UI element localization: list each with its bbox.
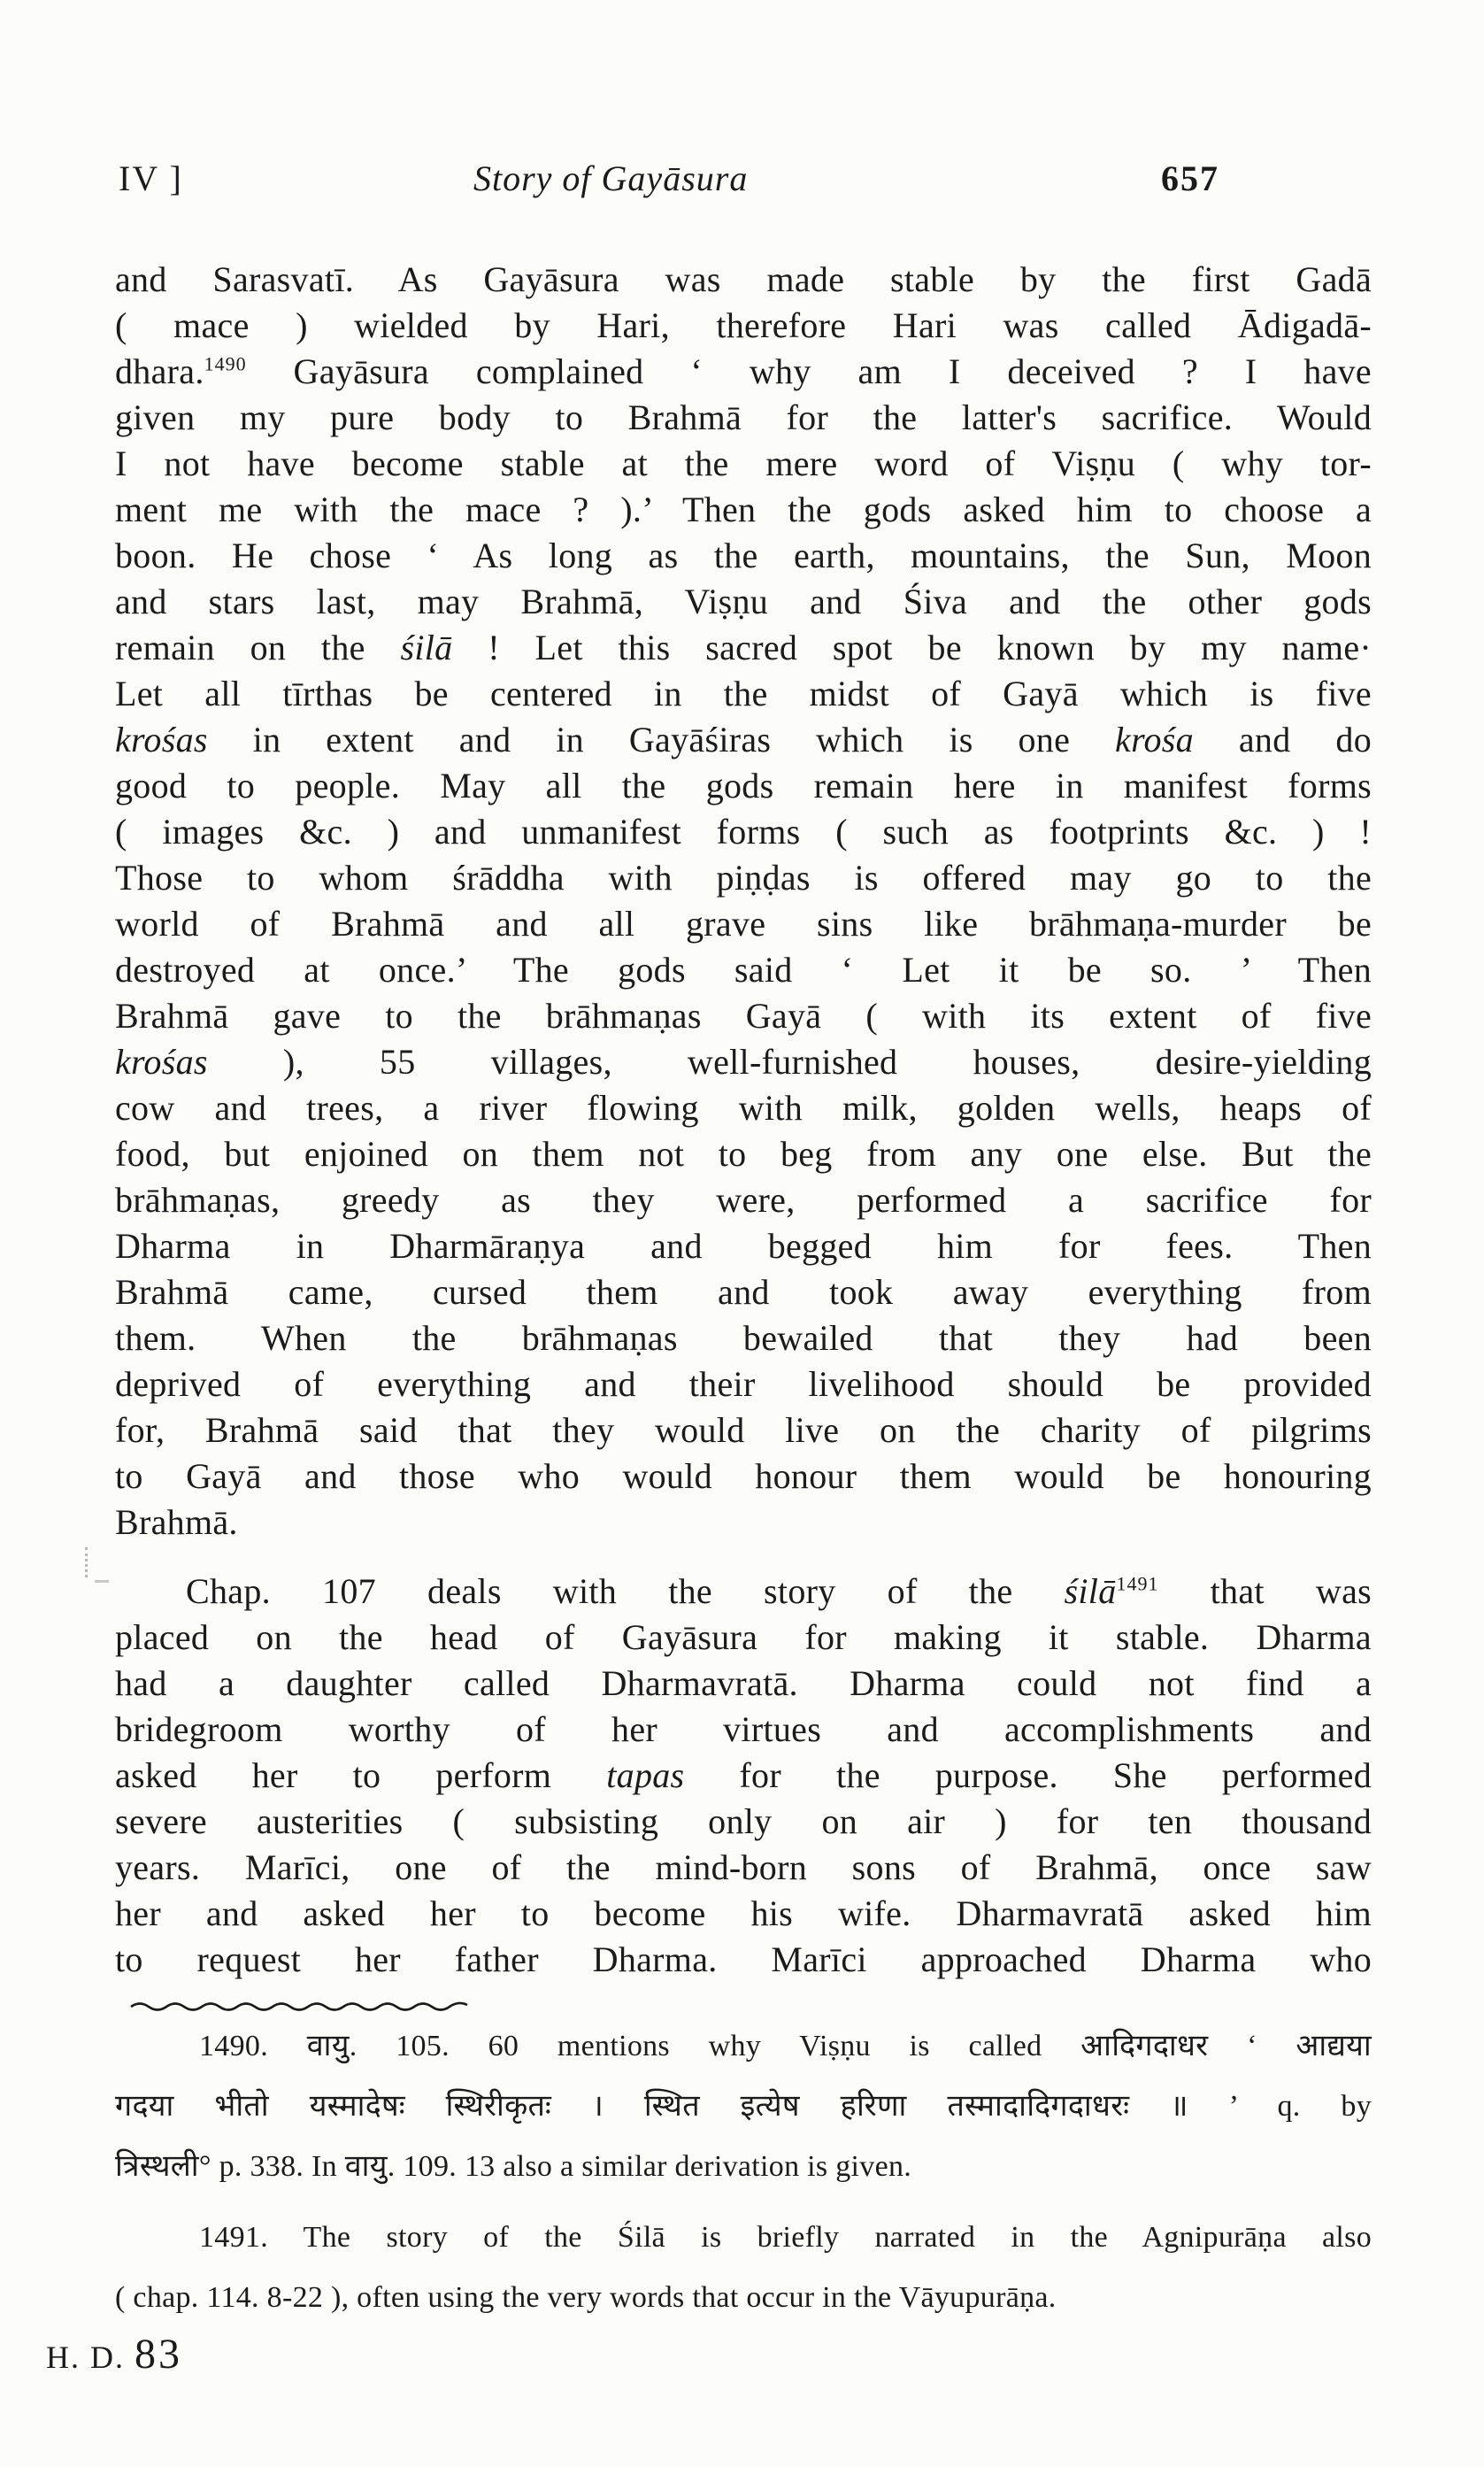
text-line: Let all tīrthas be centered in the midst of Gayā which is five — [115, 674, 1372, 713]
running-title: Story of Gayāsura — [473, 158, 749, 198]
page-number: 657 — [1161, 158, 1219, 198]
text-line: ( images &c. ) and unmanifest forms ( such as footprints &c. ) ! — [115, 812, 1372, 852]
text-line: krośas ), 55 villages, well-furnished houses, desire-yielding — [115, 1042, 1372, 1082]
page-header — [115, 0, 1372, 204]
text-line: Dharma in Dharmāraṇya and begged him for fees. Then — [115, 1226, 1372, 1266]
text-line: Brahmā gave to the brāhmaṇas Gayā ( with its extent of five — [115, 996, 1372, 1036]
text-line: given my pure body to Brahmā for the latter's sacrifice. Would — [115, 397, 1372, 437]
text-line: placed on the head of Gayāsura for making it stable. Dharma — [115, 1617, 1372, 1657]
text-line: ( chap. 114. 8-22 ), often using the very words that occur in the Vāyupurāṇa. — [115, 2281, 1057, 2314]
text-line: 1490. वायु. 105. 60 mentions why Viṣṇu is called आदिगदाधर ‘ आद्यया — [199, 2030, 1372, 2062]
signature-number: 83 — [135, 2331, 182, 2378]
footnotes-block — [115, 2016, 1372, 2328]
text-line: cow and trees, a river flowing with milk, golden wells, heaps of — [115, 1088, 1372, 1128]
scan-artifact — [85, 1547, 96, 1577]
text-line: ( mace ) wielded by Hari, therefore Hari was called Ādigadā- — [115, 305, 1372, 345]
footnote-1491 — [115, 2208, 1372, 2328]
text-line: Brahmā came, cursed them and took away everything from — [115, 1272, 1372, 1312]
text-line: had a daughter called Dharmavratā. Dharma could not find a — [115, 1663, 1372, 1703]
body-paragraph-gayasura-boon — [115, 257, 1372, 1546]
text-line: Brahmā. — [115, 1502, 238, 1542]
text-line: Chap. 107 deals with the story of the śilā$^{1491}$ that was — [186, 1571, 1372, 1611]
chapter-section-label: IV ] — [119, 158, 183, 198]
text-line: severe austerities ( subsisting only on air ) for ten thousand — [115, 1801, 1372, 1841]
text-line: त्रिस्थली° p. 338. In वायु. 109. 13 also a similar derivation is given. — [115, 2150, 912, 2183]
text-line: world of Brahmā and all grave sins like brāhmaṇa-murder be — [115, 904, 1372, 944]
text-line: destroyed at once.’ The gods said ‘ Let it be so. ’ Then — [115, 950, 1372, 990]
text-line: remain on the śilā ! Let this sacred spot be known by my name· — [115, 628, 1373, 667]
text-line: food, but enjoined on them not to beg from any one else. But the — [115, 1134, 1372, 1174]
text-line: asked her to perform tapas for the purpose. She performed — [115, 1755, 1373, 1795]
text-line: गदया भीतो यस्मादेषः स्थिरीकृतः । स्थित इत्येष हरिणा तस्मादादिगदाधरः ॥ ’ q. by — [115, 2090, 1372, 2123]
text-line: bridegroom worthy of her virtues and accomplishments and — [115, 1709, 1372, 1749]
text-line: ment me with the mace ? ).’ Then the gods asked him to choose a — [115, 490, 1372, 529]
text-line: for, Brahmā said that they would live on the charity of pilgrims — [115, 1410, 1372, 1450]
text-line: Those to whom śrāddha with piṇḍas is offered may go to the — [115, 858, 1372, 898]
text-line: deprived of everything and their livelihood should be provided — [115, 1364, 1372, 1404]
text-line: and stars last, may Brahmā, Viṣṇu and Śiva and the other gods — [115, 582, 1372, 621]
text-line: to Gayā and those who would honour them would be honouring — [115, 1456, 1372, 1496]
text-line: boon. He chose ‘ As long as the earth, mountains, the Sun, Moon — [115, 536, 1372, 575]
signature-prefix: H. D. — [46, 2340, 125, 2375]
text-line: brāhmaṇas, greedy as they were, performed a sacrifice for — [115, 1180, 1372, 1220]
text-line: them. When the brāhmaṇas bewailed that they had been — [115, 1318, 1372, 1358]
text-line: to request her father Dharma. Marīci approached Dharma who — [115, 1939, 1372, 1979]
text-line: I not have become stable at the mere word of Viṣṇu ( why tor- — [115, 443, 1372, 483]
text-line: 1491. The story of the Śilā is briefly narrated in the Agnipurāṇa also — [199, 2221, 1372, 2254]
wavy-rule — [129, 2001, 481, 2011]
text-line: and Sarasvatī. As Gayāsura was made stable by the first Gadā — [115, 259, 1372, 299]
text-line: her and asked her to become his wife. Dharmavratā asked him — [115, 1893, 1372, 1933]
text-line: krośas in extent and in Gayāśiras which is one krośa and do — [115, 720, 1372, 759]
footnote-1490 — [115, 2016, 1372, 2197]
text-line: years. Marīci, one of the mind-born sons of Brahmā, once saw — [115, 1847, 1372, 1887]
text-line: good to people. May all the gods remain here in manifest forms — [115, 766, 1372, 806]
body-paragraph-chap-107 — [115, 1569, 1372, 1983]
text-line: dhara.$^{1490}$ Gayāsura complained ‘ why am I deceived ? I have — [115, 351, 1372, 391]
footnote-separator — [115, 2001, 1372, 2013]
volume-signature — [46, 2330, 1484, 2378]
